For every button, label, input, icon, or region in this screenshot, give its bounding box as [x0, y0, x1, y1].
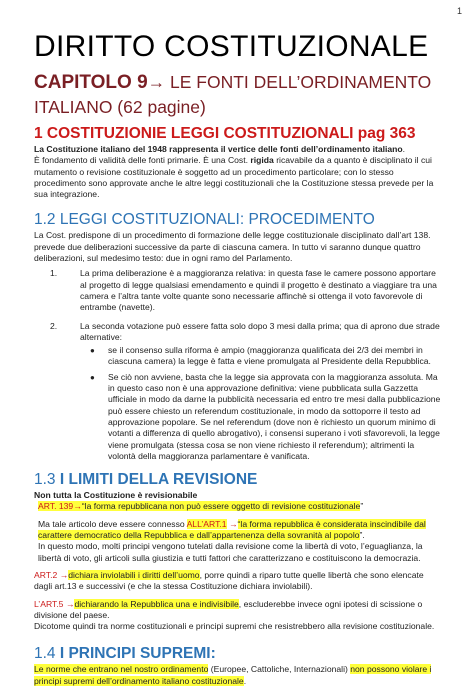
sub-list-item-text: Se ciò non avviene, basta che la legge sia approvata con la maggioranza assoluta. Ma in questo caso non è una approvazione definitiva: viene pubblicata sulla Gazzetta ufficiale in modo da darne la pubblicità necessaria ed entro tre mesi dalla pubblicazione può essere chiesto un referendum costituzionale, in modo da sottoporre il testo ad approvazione popolare. Se nel referendum (dove non è richiesto un quorum minimo di votanti a differenza di quello abrogativo), i consensi superano i voti sfavorevoli, la legge viene promulgata (stessa cosa se non viene richiesto il referendum); altrimenti la volontà della maggioranza parlamentare è vanificata. [108, 371, 441, 461]
art-1-label: ALL’ART.1 [186, 518, 227, 529]
section-1-4-highlight-1: Le norme che entrano nel nostro ordinamento [34, 664, 209, 675]
section-1-lead-end: . [402, 144, 406, 154]
section-1-lead: La Costituzione italiano del 1948 rappresenta il vertice delle fonti dell’ordinamento italiano [34, 144, 403, 154]
art-1-quote-end: ”. [359, 530, 365, 541]
list-item [34, 321, 444, 467]
section-1-text-a: È fondamento di validità delle fonti primarie. È una Cost. [34, 155, 251, 166]
chapter-heading [34, 70, 444, 119]
section-1-3-title: I LIMITI DELLA REVISIONE [59, 471, 258, 489]
art-2-text: , porre quindi a riparo tutte quelle libertà che sono elencate dagli art.13 e successivi (e che la stessa Costituzione dichiara inviolabili). [34, 569, 424, 592]
procedure-list [34, 268, 444, 466]
section-1-4-middle: (Europee, Cattoliche, Internazionali) [208, 664, 351, 675]
art-1-quote: “la forma repubblica è considerata inscindibile dal carattere democratico della Repubblica e dall’appartenenza della sovranità al popolo [38, 518, 426, 541]
list-number: 2. [50, 320, 58, 331]
section-1-4-highlight-2: non possono violare i principi supremi dell’ordinamento italiano costituzionale [34, 664, 432, 686]
section-1-4-heading [34, 644, 444, 664]
art-1-intro: Ma tale articolo deve essere connesso [38, 518, 187, 529]
section-1-4-title: I PRINCIPI SUPREMI: [59, 645, 216, 663]
section-1-4-paragraph [34, 664, 444, 687]
art-5-label: L’ART.5 [34, 598, 64, 609]
principles-paragraph: In questo modo, molti principi vengono tutelati dalla revisione come la libertà di voto, l’eguaglianza, la libertà di voto, gli articoli sulla giustizia e tutti fattori che caratterizzano e costituiscono la democrazia. [38, 541, 423, 563]
art-139-quote-end: ” [360, 501, 364, 512]
arrow-right-icon: → [73, 501, 82, 512]
sub-list [80, 345, 444, 462]
section-1-4-number: 1.4 [34, 645, 60, 663]
art-1-paragraph [34, 519, 444, 542]
art-5-text: , escluderebbe invece ogni ipotesi di scissione o divisione del paese. [34, 598, 423, 620]
art-2-label: ART.2 [34, 569, 58, 580]
section-1-2-heading: 1.2 LEGGI COSTITUZIONALI: PROCEDIMENTO [34, 211, 375, 229]
section-1-3-subtitle: Non tutta la Costituzione è revisionabile [34, 490, 198, 501]
list-item-text: La seconda votazione può essere fatta solo dopo 3 mesi dalla prima; qua di aprono due strade alternative: [80, 320, 440, 342]
sub-list-item [80, 372, 444, 462]
page-number: 1 [456, 6, 462, 16]
art-139-line [34, 501, 444, 512]
section-1-paragraph-2 [34, 155, 444, 200]
list-number: 1. [50, 268, 58, 279]
section-1-3-heading [34, 470, 444, 490]
chapter-title: LE FONTI DELL’ORDINAMENTO [165, 72, 432, 92]
list-item [34, 268, 444, 313]
section-1-paragraph-1 [34, 144, 444, 155]
section-1-4-end: . [243, 675, 247, 686]
art-5-highlight: dichiarando la Repubblica una e indivisibile [74, 598, 239, 609]
sub-list-item [80, 345, 444, 368]
list-item-text: La prima deliberazione è a maggioranza relativa: in questa fase le camere possono apportare al progetto di legge qualsiasi emendamento e quindi il progetto è destinato a viaggiare tra una camera e l’altra tante volte quante sono necessarie affinchè si ottenga il voto favorevole di entrambe (navette). [80, 268, 437, 313]
chapter-label: CAPITOLO 9 [34, 72, 148, 93]
conclusion-paragraph: Dicotome quindi tra norme costituzionali e principi supremi che resistrebbero alla revisione costituzionale. [34, 621, 435, 632]
chapter-title-line2: ITALIANO (62 pagine) [34, 97, 206, 117]
section-1-text-b: ricavabile da a quanto è disciplinato il cui mutamento o revisione costituzionale è soggetto ad un procedimento particolare; con lo stesso procedimento sono approvate anche le altre leggi costituzionali che la Costituzione stessa prevede per la sua integrazione. [34, 155, 434, 200]
section-1-2-intro: La Cost. predispone di un procedimento di formazione delle legge costituzionale disciplinato dall’art 138. [34, 230, 431, 241]
rigida-term: rigida [250, 155, 274, 166]
document-title: DIRITTO COSTITUZIONALE [34, 30, 429, 63]
art-139-quote: “la forma repubblicana non può essere oggetto di revisione costituzionale [81, 501, 361, 512]
section-1-3-number: 1.3 [34, 471, 60, 489]
arrow-right-icon: → [57, 569, 69, 580]
section-1-heading: 1 COSTITUZIONIE LEGGI COSTITUZIONALI pag 363 [34, 125, 416, 142]
arrow-right-icon: → [226, 518, 238, 529]
art-5-paragraph [34, 599, 444, 622]
art-2-highlight: dichiara inviolabili i diritti dell’uomo [68, 569, 200, 580]
sub-list-item-text: se il consenso sulla riforma è ampio (maggioranza qualificata dei 2/3 dei membri in ciascuna camera) la legge è fatta e viene promulgata al Presidente della Repubblica. [108, 345, 431, 367]
bullet-icon: ● [90, 346, 95, 356]
arrow-right-icon: → [63, 598, 75, 609]
art-139-label: ART. 139 [38, 501, 74, 512]
arrow-right-icon: → [147, 72, 166, 92]
section-1-2-intro-2: prevede due deliberazioni successive da parte di ciascuna camera. In tutto vi saranno dunque quattro deliberazioni, sul medesimo testo: due in ogni ramo del Parlamento. [34, 241, 421, 264]
bullet-icon: ● [90, 372, 95, 382]
art-2-paragraph [34, 570, 444, 593]
